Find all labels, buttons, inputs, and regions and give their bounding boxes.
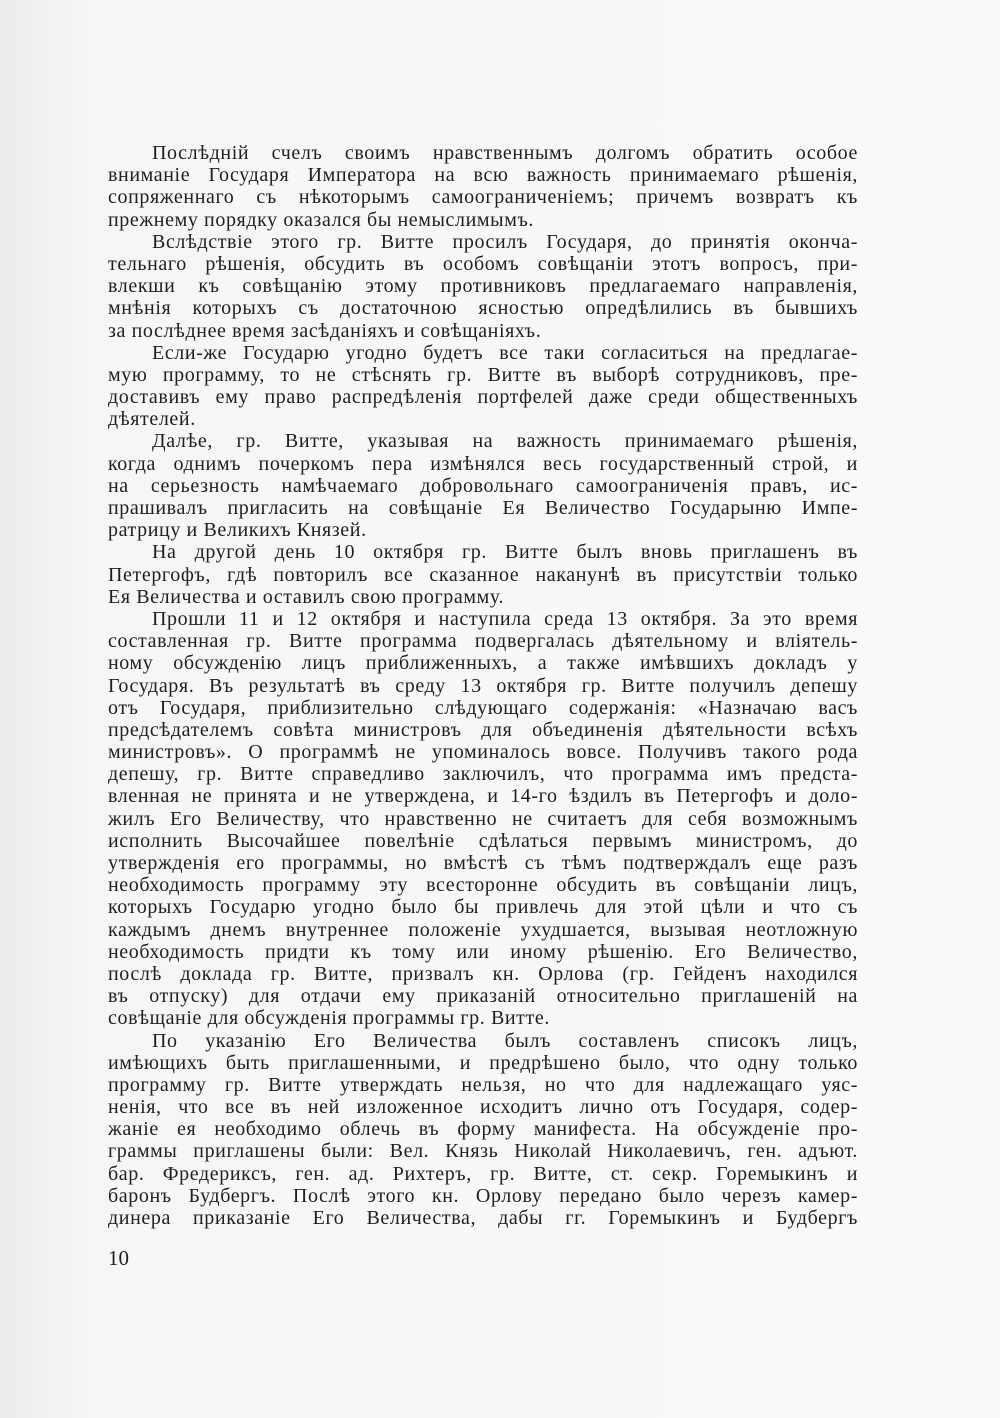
text-line: динера приказаніе Его Величества, дабы гг. Горемыкинъ и Будбергъ: [108, 1207, 858, 1229]
text-line: сопряженнаго съ нѣкоторымъ самоограниченіемъ; причемъ возвратъ къ: [108, 186, 858, 209]
text-line: каждымъ днемъ внутреннее положеніе ухудшается, вызывая неотложную: [108, 918, 858, 941]
text-line: бар. Фредериксъ, ген. ад. Рихтеръ, гр. Витте, ст. секр. Горемыкинъ и: [108, 1162, 858, 1185]
page-number: 10: [108, 1246, 129, 1270]
text-line: Послѣдній счелъ своимъ нравственнымъ долгомъ обратить особое: [152, 142, 858, 164]
text-line: ненія, что все въ ней изложенное исходитъ лично отъ Государя, содер-: [108, 1096, 858, 1119]
text-line: составленная гр. Витте программа подвергалась дѣятельному и вліятель-: [108, 630, 858, 653]
text-line: доставивъ ему право распредѣленія портфелей даже среди общественныхъ: [108, 386, 858, 409]
text-line: послѣ доклада гр. Витте, призвалъ кн. Орлова (гр. Гейденъ находился: [108, 962, 858, 985]
text-line: за послѣднее время засѣданіяхъ и совѣщаніяхъ.: [108, 319, 542, 342]
text-line: жилъ Его Величеству, что нравственно не считаетъ для себя возможнымъ: [108, 807, 858, 830]
text-line: тельнаго рѣшенія, обсудить въ особомъ совѣщаніи этотъ вопросъ, при-: [108, 252, 858, 275]
paragraph: [108, 1030, 858, 1230]
text-line: исполнить Высочайшее повелѣніе сдѣлаться первымъ министромъ, до: [108, 829, 858, 852]
text-line: ратрицу и Великихъ Князей.: [108, 519, 367, 542]
text-line: мую программу, то не стѣснять гр. Витте въ выборѣ сотрудниковъ, пре-: [108, 363, 858, 386]
text-line: жаніе ея необходимо облечь въ форму манифеста. На обсужденіе про-: [108, 1118, 858, 1141]
text-line: необходимость программу эту всесторонне обсудить въ совѣщаніи лицъ,: [108, 874, 858, 897]
text-line: которыхъ Государю угодно было бы привлечь для этой цѣли и что съ: [108, 896, 858, 919]
text-line: министровъ». О программѣ не упоминалось вовсе. Получивъ такого рода: [108, 741, 858, 764]
text-line: По указанію Его Величества былъ составленъ списокъ лицъ,: [152, 1029, 858, 1052]
text-line: прежнему порядку оказался бы немыслимымъ.: [108, 208, 534, 231]
text-line: отъ Государя, приблизительно слѣдующаго содержанія: «Назначаю васъ: [108, 696, 858, 719]
text-line: дѣятелей.: [108, 408, 196, 431]
paragraph: [108, 430, 858, 541]
text-line: утвержденія его программы, но вмѣстѣ съ тѣмъ подтверждалъ еще разъ: [108, 852, 858, 874]
text-line: ному обсужденію лицъ приближенныхъ, а также имѣвшихъ докладъ у: [108, 652, 858, 675]
paragraph: [108, 231, 858, 342]
text-line: мнѣнія которыхъ съ достаточною ясностью опредѣлились въ бывшихъ: [108, 297, 858, 320]
text-line: необходимость придти къ тому или иному рѣшенію. Его Величество,: [108, 940, 858, 963]
text-line: совѣщаніе для обсужденія программы гр. Витте.: [108, 1007, 550, 1030]
text-line: прашивалъ пригласить на совѣщаніе Ея Величество Государыню Импе-: [108, 497, 858, 519]
text-line: Если-же Государю угодно будетъ все таки согласиться на предлагае-: [152, 341, 858, 364]
text-line: Петергофъ, гдѣ повторилъ все сказанное наканунѣ въ присутствіи только: [108, 563, 858, 586]
text-line: депешу, гр. Витте справедливо заключилъ, что программа имъ предста-: [108, 763, 858, 786]
paragraph: [108, 541, 858, 608]
text-line: Вслѣдствіе этого гр. Витте просилъ Государя, до принятія оконча-: [152, 230, 858, 253]
paragraph: [108, 142, 858, 231]
text-line: Прошли 11 и 12 октября и наступила среда 13 октября. За это время: [152, 607, 858, 630]
text-line: вленная не принята и не утверждена, и 14-го ѣздилъ въ Петергофъ и доло-: [108, 785, 858, 808]
text-line: баронъ Будбергъ. Послѣ этого кн. Орлову передано было черезъ камер-: [108, 1184, 858, 1207]
text-line: Ея Величества и оставилъ свою программу.: [108, 585, 505, 608]
text-line: предсѣдателемъ совѣта министровъ для объединенія дѣятельности всѣхъ: [108, 718, 858, 741]
text-line: граммы приглашены были: Вел. Князь Николай Николаевичъ, ген. адъют.: [108, 1140, 858, 1163]
body-text: [108, 142, 858, 1229]
text-line: Государя. Въ результатѣ въ среду 13 октября гр. Витте получилъ депешу: [108, 674, 858, 697]
paragraph: [108, 608, 858, 1030]
text-line: программу гр. Витте утверждать нельзя, но что для надлежащаго уяс-: [108, 1073, 858, 1096]
text-line: Далѣе, гр. Витте, указывая на важность принимаемаго рѣшенія,: [152, 430, 858, 453]
text-line: влекши къ совѣщанію этому противниковъ предлагаемаго направленія,: [108, 275, 858, 298]
paragraph: [108, 342, 858, 431]
text-line: на серьезность намѣчаемаго добровольнаго самоограниченія правъ, ис-: [108, 474, 858, 497]
text-line: вниманіе Государя Императора на всю важность принимаемаго рѣшенія,: [108, 164, 858, 187]
text-line: когда однимъ почеркомъ пера измѣнялся весь государственный строй, и: [108, 452, 858, 475]
text-line: имѣющихъ быть приглашенными, и предрѣшено было, что одну только: [108, 1051, 858, 1074]
text-line: На другой день 10 октября гр. Витте былъ вновь приглашенъ въ: [152, 541, 858, 564]
text-line: въ отпуску) для отдачи ему приказаній относительно приглашеній на: [108, 985, 858, 1008]
